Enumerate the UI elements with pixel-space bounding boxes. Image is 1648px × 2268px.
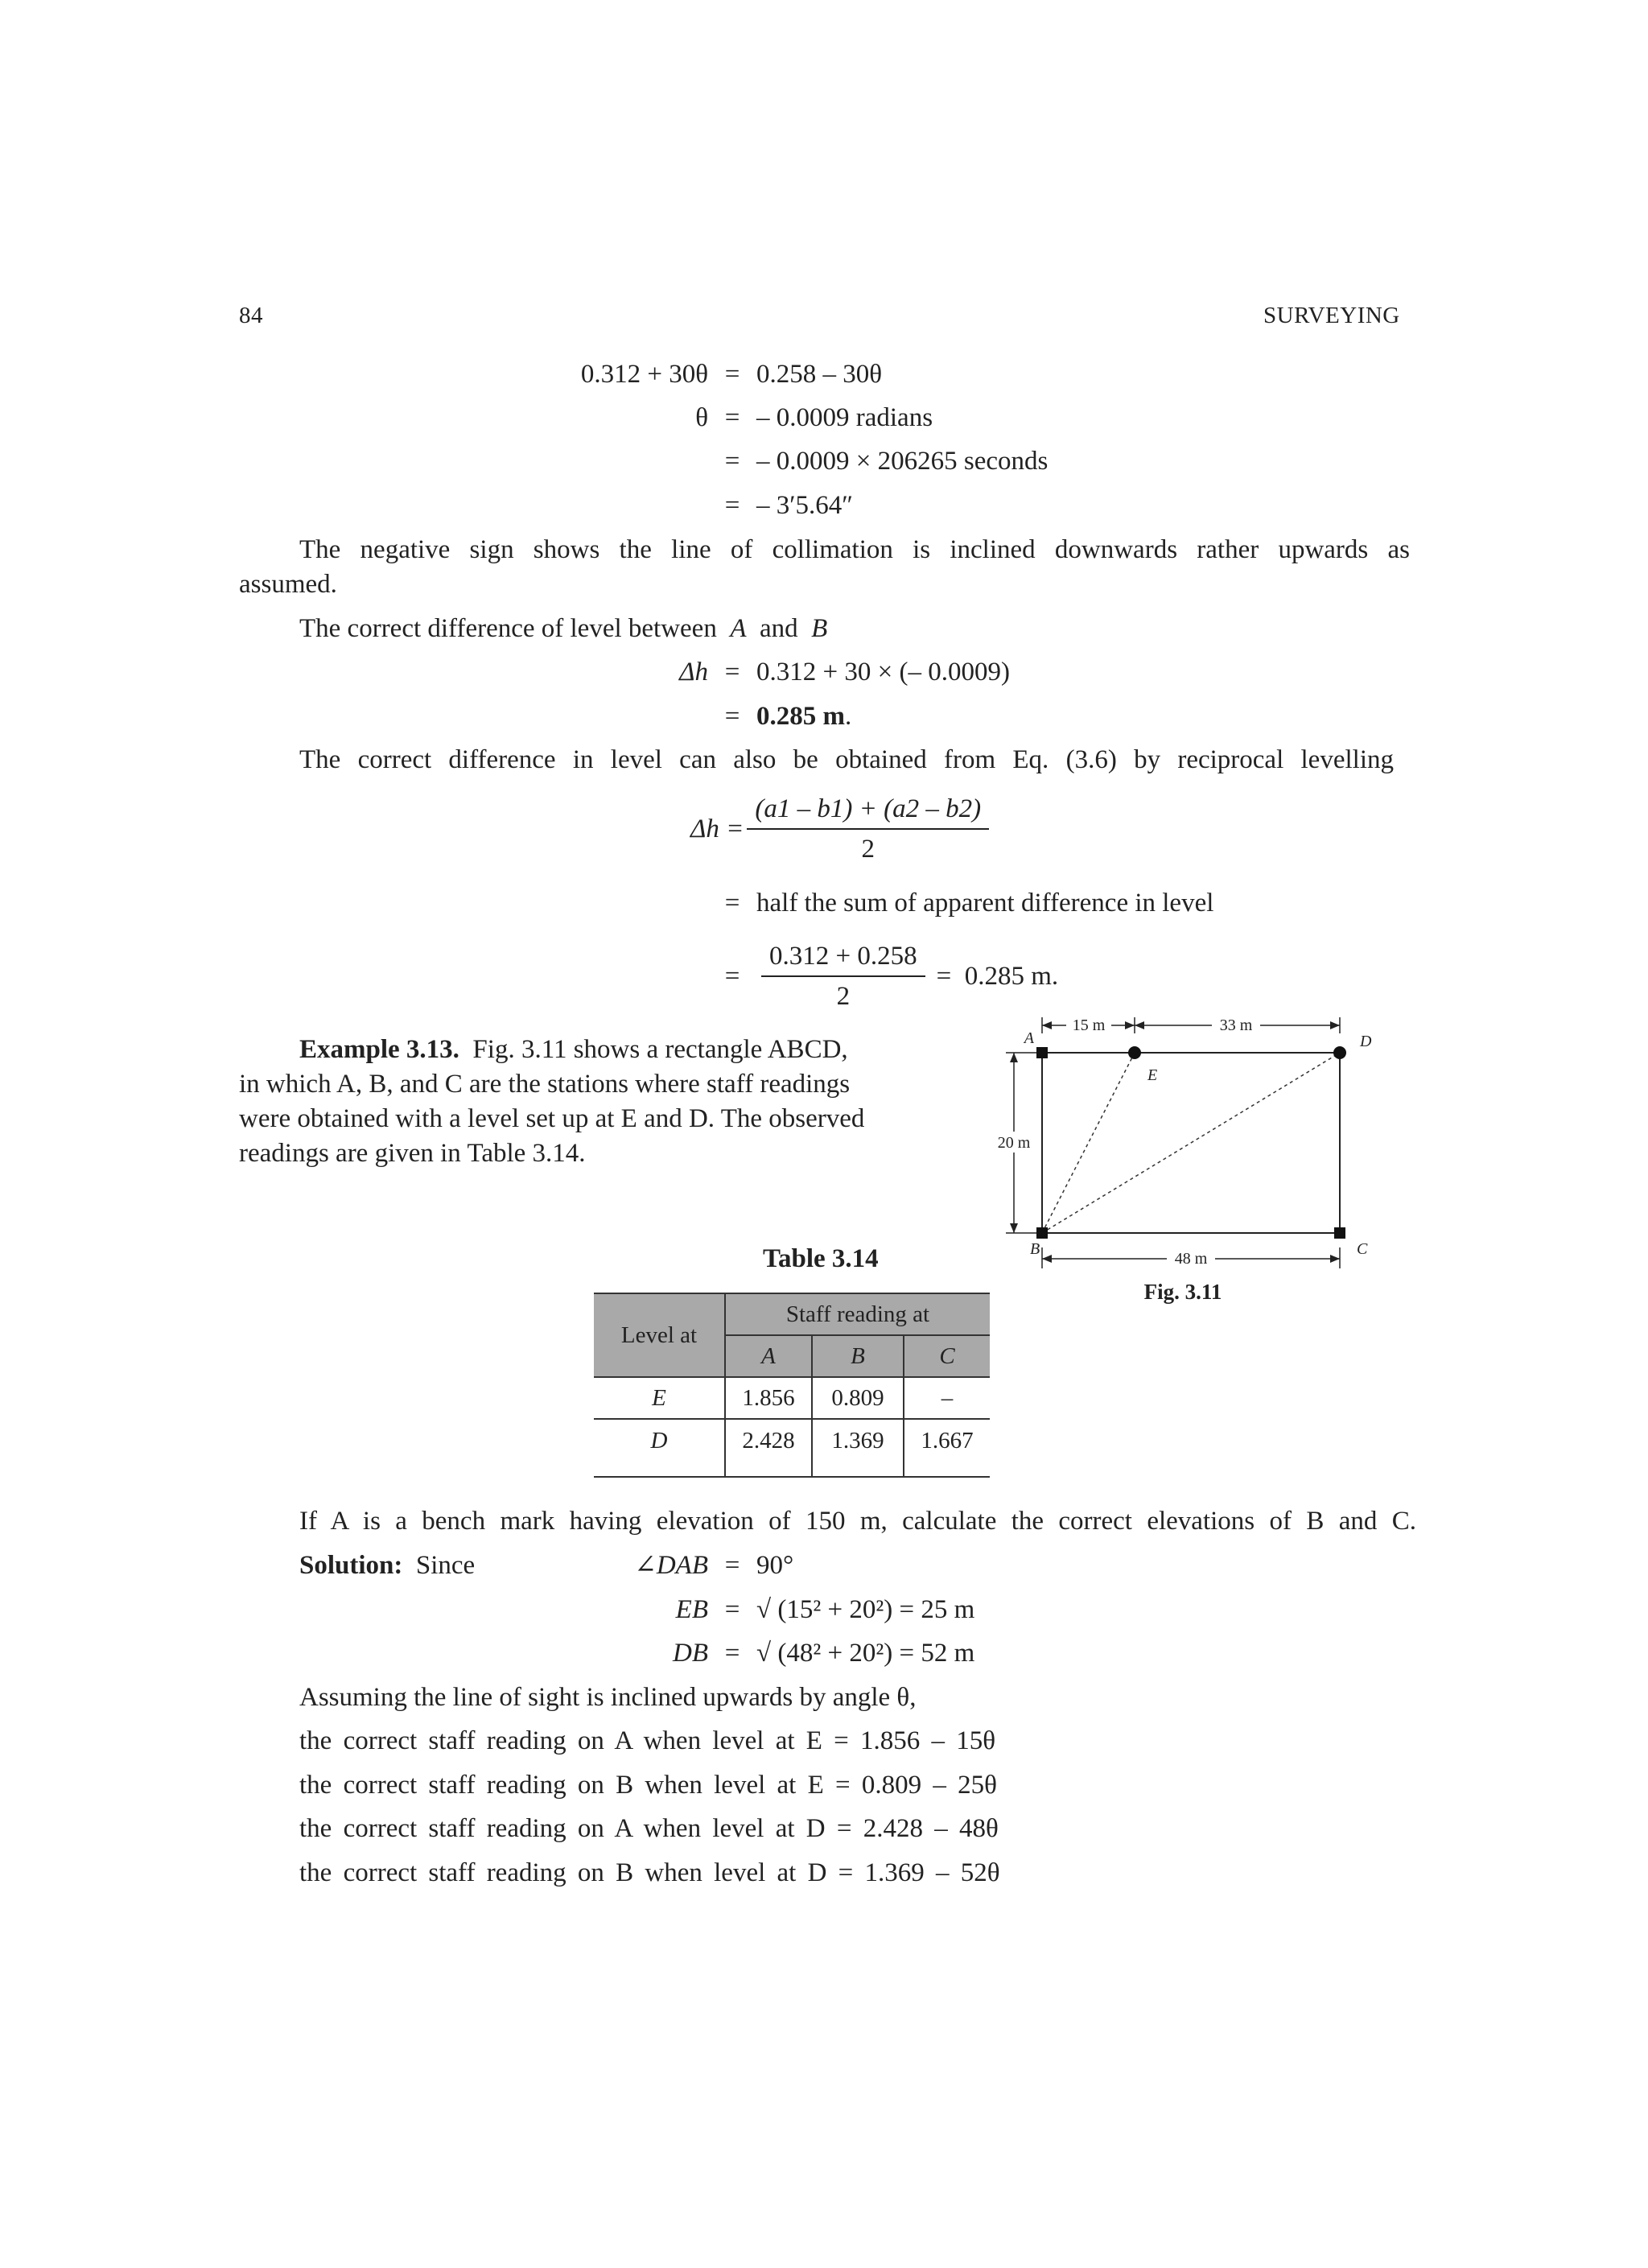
reading-line: the correct staff reading on B when level at D = 1.369 – 52θ (299, 1858, 1000, 1887)
dim-label-ae: 15 m (1072, 1016, 1106, 1034)
example-line: in which A, B, and C are the stations where staff readings (239, 1070, 851, 1099)
table-col-header: C (904, 1335, 990, 1377)
formula-denominator: 2 (861, 835, 875, 864)
figure-rectangle-abcd (990, 1014, 1372, 1304)
running-title: SURVEYING (1263, 303, 1400, 328)
sight-line-eb (1042, 1053, 1135, 1233)
label-b: B (1030, 1240, 1040, 1258)
paragraph-negative-sign: The negative sign shows the line of collimation is inclined downwards rather upwards as (299, 535, 1410, 564)
equation-row: ∠DAB = 90° (634, 1551, 794, 1580)
example-line: readings are given in Table 3.14. (239, 1139, 586, 1168)
sight-line-db (1042, 1053, 1340, 1233)
table-header-staff: Staff reading at (725, 1293, 990, 1335)
assuming-line: Assuming the line of sight is inclined upwards by angle θ, (299, 1683, 917, 1712)
reading-line: the correct staff reading on B when level at E = 0.809 – 25θ (299, 1771, 997, 1800)
equation-row: EB = √ (15² + 20²) = 25 m (675, 1595, 975, 1624)
page-number: 84 (239, 303, 263, 328)
table-header-level: Level at (594, 1293, 725, 1377)
table-row: D 2.428 1.369 1.667 (594, 1419, 990, 1477)
table-row: E 1.856 0.809 – (594, 1377, 990, 1419)
table-col-header: B (812, 1335, 904, 1377)
label-d: D (1360, 1033, 1372, 1050)
paragraph-continuation: assumed. (239, 570, 337, 599)
table-title: Table 3.14 (763, 1244, 879, 1273)
station-e-marker (1128, 1046, 1141, 1059)
example-line: Example 3.13. Fig. 3.11 shows a rectangle ABCD, (299, 1035, 848, 1064)
reading-line: the correct staff reading on A when level at D = 2.428 – 48θ (299, 1814, 999, 1843)
paragraph-benchmark: If A is a bench mark having elevation of 150 m, calculate the correct elevations of B and C. (299, 1507, 1416, 1536)
station-b-marker (1036, 1227, 1048, 1239)
dim-label-bc: 48 m (1174, 1250, 1208, 1268)
equation-row: = – 3′5.64″ (724, 491, 853, 520)
fraction-result: = $\frac{0.312 + 0.258}{2}$ = 0.285 m. (724, 942, 1059, 1011)
staff-reading-table (594, 1293, 990, 1478)
equation-row: 0.312 + 30θ = 0.258 – 30θ (580, 360, 883, 389)
station-c-marker (1334, 1227, 1345, 1239)
equation-row: θ = – 0.0009 radians (695, 403, 933, 432)
figure-caption: Fig. 3.11 (1143, 1280, 1222, 1304)
reciprocal-formula: Δh = $\frac{(a1 - b1) + (a2 - b2)}{2}$ (690, 793, 989, 865)
equation-row: = – 0.0009 × 206265 seconds (724, 447, 1049, 476)
label-c: C (1357, 1240, 1368, 1258)
solution-label: Solution: Since (299, 1551, 476, 1580)
equation-row: Δh = 0.312 + 30 × (– 0.0009) (679, 658, 1010, 687)
equation-row: DB = √ (48² + 20²) = 52 m (673, 1639, 975, 1668)
equation-row: = half the sum of apparent difference in level (724, 889, 1214, 918)
label-e: E (1147, 1066, 1158, 1084)
label-a: A (1024, 1029, 1034, 1047)
paragraph-reciprocal: The correct difference in level can also be obtained from Eq. (3.6) by reciprocal levelling (299, 745, 1394, 774)
equation-row: = 0.285 m . (724, 702, 852, 731)
paragraph-correct-difference: The correct difference of level between A and B (299, 614, 828, 643)
table-col-header: A (725, 1335, 812, 1377)
dim-label-ab: 20 m (997, 1134, 1031, 1152)
example-line: were obtained with a level set up at E and D. The observed (239, 1104, 865, 1133)
station-d-marker (1333, 1046, 1346, 1059)
station-a-marker (1036, 1047, 1048, 1058)
reading-line: the correct staff reading on A when level at E = 1.856 – 15θ (299, 1726, 996, 1755)
formula-numerator: (a1 – b1) + (a2 – b2) (747, 793, 989, 830)
dim-label-ed: 33 m (1219, 1016, 1253, 1034)
